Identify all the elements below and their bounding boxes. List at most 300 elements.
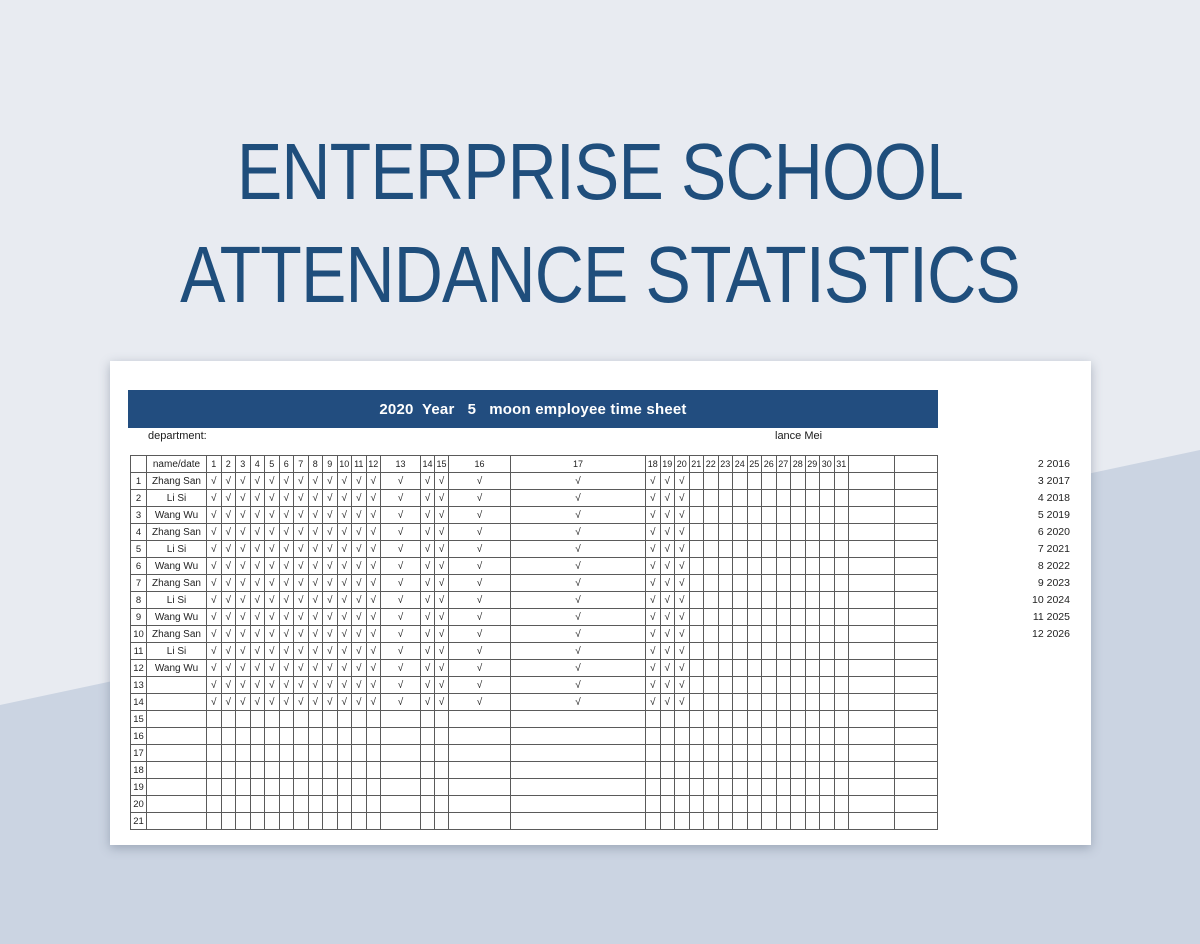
day-cell[interactable]: √: [660, 575, 675, 592]
day-cell[interactable]: [747, 711, 762, 728]
day-cell[interactable]: [791, 524, 806, 541]
day-cell[interactable]: [221, 745, 236, 762]
day-cell[interactable]: [805, 575, 820, 592]
day-cell[interactable]: √: [207, 558, 222, 575]
day-cell[interactable]: [337, 745, 352, 762]
name-cell[interactable]: [147, 694, 207, 711]
day-cell[interactable]: [279, 745, 294, 762]
day-cell[interactable]: √: [250, 490, 265, 507]
day-cell[interactable]: [221, 813, 236, 830]
day-cell[interactable]: [747, 762, 762, 779]
day-cell[interactable]: [689, 524, 704, 541]
day-cell[interactable]: √: [511, 677, 646, 694]
extra-cell[interactable]: [895, 558, 938, 575]
day-cell[interactable]: [805, 711, 820, 728]
day-cell[interactable]: [747, 677, 762, 694]
day-cell[interactable]: √: [323, 524, 338, 541]
day-cell[interactable]: √: [323, 609, 338, 626]
day-cell[interactable]: [381, 711, 421, 728]
day-cell[interactable]: [834, 745, 849, 762]
day-cell[interactable]: [294, 728, 309, 745]
day-cell[interactable]: √: [236, 643, 251, 660]
day-cell[interactable]: [308, 813, 323, 830]
name-cell[interactable]: Wang Wu: [147, 507, 207, 524]
day-cell[interactable]: √: [352, 626, 367, 643]
day-cell[interactable]: √: [675, 490, 690, 507]
day-cell[interactable]: [733, 507, 748, 524]
day-cell[interactable]: [733, 796, 748, 813]
day-cell[interactable]: √: [207, 660, 222, 677]
day-cell[interactable]: [207, 796, 222, 813]
day-cell[interactable]: [747, 490, 762, 507]
day-cell[interactable]: [834, 711, 849, 728]
day-cell[interactable]: √: [236, 473, 251, 490]
day-cell[interactable]: √: [675, 524, 690, 541]
day-cell[interactable]: [762, 541, 777, 558]
name-cell[interactable]: Wang Wu: [147, 609, 207, 626]
day-cell[interactable]: [689, 796, 704, 813]
day-cell[interactable]: √: [250, 694, 265, 711]
day-cell[interactable]: √: [221, 558, 236, 575]
day-cell[interactable]: √: [221, 473, 236, 490]
day-cell[interactable]: [294, 711, 309, 728]
day-cell[interactable]: √: [352, 660, 367, 677]
day-cell[interactable]: [805, 626, 820, 643]
extra-cell[interactable]: [895, 694, 938, 711]
extra-cell[interactable]: [849, 592, 895, 609]
day-cell[interactable]: [511, 813, 646, 830]
day-cell[interactable]: [820, 728, 835, 745]
day-cell[interactable]: [381, 813, 421, 830]
day-cell[interactable]: [791, 660, 806, 677]
day-cell[interactable]: √: [308, 473, 323, 490]
day-cell[interactable]: √: [449, 643, 511, 660]
day-cell[interactable]: √: [265, 524, 280, 541]
day-cell[interactable]: √: [352, 473, 367, 490]
day-cell[interactable]: √: [221, 609, 236, 626]
day-cell[interactable]: [747, 643, 762, 660]
day-cell[interactable]: √: [323, 694, 338, 711]
day-cell[interactable]: [791, 609, 806, 626]
day-cell[interactable]: [352, 728, 367, 745]
day-cell[interactable]: √: [279, 626, 294, 643]
day-cell[interactable]: [718, 592, 733, 609]
day-cell[interactable]: √: [207, 677, 222, 694]
day-cell[interactable]: √: [207, 609, 222, 626]
day-cell[interactable]: [834, 762, 849, 779]
day-cell[interactable]: [733, 711, 748, 728]
day-cell[interactable]: √: [250, 558, 265, 575]
day-cell[interactable]: [733, 762, 748, 779]
day-cell[interactable]: √: [352, 558, 367, 575]
day-cell[interactable]: √: [265, 694, 280, 711]
day-cell[interactable]: [820, 507, 835, 524]
day-cell[interactable]: √: [236, 558, 251, 575]
extra-cell[interactable]: [849, 813, 895, 830]
day-cell[interactable]: √: [308, 541, 323, 558]
day-cell[interactable]: √: [449, 541, 511, 558]
day-cell[interactable]: √: [236, 677, 251, 694]
day-cell[interactable]: √: [511, 643, 646, 660]
day-cell[interactable]: [733, 677, 748, 694]
day-cell[interactable]: [308, 728, 323, 745]
day-cell[interactable]: [323, 745, 338, 762]
day-cell[interactable]: [718, 626, 733, 643]
day-cell[interactable]: √: [323, 575, 338, 592]
day-cell[interactable]: [733, 813, 748, 830]
day-cell[interactable]: [250, 711, 265, 728]
day-cell[interactable]: [675, 796, 690, 813]
day-cell[interactable]: √: [366, 541, 381, 558]
day-cell[interactable]: √: [421, 643, 435, 660]
day-cell[interactable]: √: [236, 660, 251, 677]
day-cell[interactable]: √: [323, 490, 338, 507]
day-cell[interactable]: √: [207, 473, 222, 490]
extra-cell[interactable]: [895, 796, 938, 813]
extra-cell[interactable]: [895, 728, 938, 745]
day-cell[interactable]: [733, 779, 748, 796]
day-cell[interactable]: √: [660, 558, 675, 575]
day-cell[interactable]: √: [449, 592, 511, 609]
day-cell[interactable]: √: [323, 643, 338, 660]
day-cell[interactable]: √: [221, 490, 236, 507]
name-cell[interactable]: Wang Wu: [147, 558, 207, 575]
day-cell[interactable]: [834, 609, 849, 626]
day-cell[interactable]: [221, 762, 236, 779]
day-cell[interactable]: √: [308, 694, 323, 711]
day-cell[interactable]: [762, 473, 777, 490]
day-cell[interactable]: [250, 813, 265, 830]
day-cell[interactable]: √: [381, 626, 421, 643]
day-cell[interactable]: √: [337, 558, 352, 575]
extra-cell[interactable]: [849, 575, 895, 592]
day-cell[interactable]: [762, 779, 777, 796]
day-cell[interactable]: [236, 813, 251, 830]
day-cell[interactable]: [776, 507, 791, 524]
day-cell[interactable]: √: [294, 626, 309, 643]
day-cell[interactable]: √: [366, 592, 381, 609]
day-cell[interactable]: √: [421, 575, 435, 592]
day-cell[interactable]: √: [675, 558, 690, 575]
day-cell[interactable]: [704, 677, 719, 694]
day-cell[interactable]: √: [511, 609, 646, 626]
day-cell[interactable]: [689, 473, 704, 490]
day-cell[interactable]: √: [381, 558, 421, 575]
day-cell[interactable]: [791, 592, 806, 609]
day-cell[interactable]: √: [366, 507, 381, 524]
extra-cell[interactable]: [849, 728, 895, 745]
day-cell[interactable]: [689, 558, 704, 575]
day-cell[interactable]: [791, 643, 806, 660]
extra-cell[interactable]: [849, 660, 895, 677]
day-cell[interactable]: [279, 728, 294, 745]
day-cell[interactable]: [791, 779, 806, 796]
day-cell[interactable]: [718, 762, 733, 779]
day-cell[interactable]: [352, 779, 367, 796]
day-cell[interactable]: √: [675, 507, 690, 524]
day-cell[interactable]: [646, 813, 661, 830]
day-cell[interactable]: [834, 694, 849, 711]
day-cell[interactable]: √: [265, 592, 280, 609]
day-cell[interactable]: √: [646, 473, 661, 490]
day-cell[interactable]: [834, 660, 849, 677]
name-cell[interactable]: Li Si: [147, 541, 207, 558]
day-cell[interactable]: [704, 796, 719, 813]
day-cell[interactable]: [511, 745, 646, 762]
month-year-item[interactable]: 2 2016: [1037, 458, 1070, 470]
day-cell[interactable]: [762, 796, 777, 813]
day-cell[interactable]: [791, 677, 806, 694]
day-cell[interactable]: [449, 711, 511, 728]
day-cell[interactable]: √: [511, 507, 646, 524]
day-cell[interactable]: √: [366, 609, 381, 626]
day-cell[interactable]: [820, 575, 835, 592]
day-cell[interactable]: [294, 762, 309, 779]
day-cell[interactable]: √: [511, 694, 646, 711]
day-cell[interactable]: √: [421, 490, 435, 507]
day-cell[interactable]: [704, 762, 719, 779]
day-cell[interactable]: [646, 796, 661, 813]
day-cell[interactable]: √: [207, 626, 222, 643]
day-cell[interactable]: √: [207, 643, 222, 660]
day-cell[interactable]: √: [294, 575, 309, 592]
day-cell[interactable]: [762, 813, 777, 830]
day-cell[interactable]: √: [660, 694, 675, 711]
day-cell[interactable]: √: [250, 592, 265, 609]
day-cell[interactable]: [435, 779, 449, 796]
day-cell[interactable]: [675, 728, 690, 745]
day-cell[interactable]: [791, 711, 806, 728]
day-cell[interactable]: [689, 660, 704, 677]
day-cell[interactable]: [704, 507, 719, 524]
day-cell[interactable]: [294, 779, 309, 796]
day-cell[interactable]: [660, 762, 675, 779]
day-cell[interactable]: √: [236, 524, 251, 541]
day-cell[interactable]: [718, 473, 733, 490]
day-cell[interactable]: [294, 813, 309, 830]
day-cell[interactable]: [762, 558, 777, 575]
day-cell[interactable]: √: [221, 694, 236, 711]
day-cell[interactable]: [704, 643, 719, 660]
day-cell[interactable]: [762, 711, 777, 728]
day-cell[interactable]: [279, 813, 294, 830]
extra-cell[interactable]: [849, 694, 895, 711]
day-cell[interactable]: √: [675, 592, 690, 609]
day-cell[interactable]: √: [265, 575, 280, 592]
day-cell[interactable]: [366, 813, 381, 830]
day-cell[interactable]: [265, 711, 280, 728]
day-cell[interactable]: [704, 575, 719, 592]
day-cell[interactable]: [805, 473, 820, 490]
day-cell[interactable]: [718, 490, 733, 507]
day-cell[interactable]: √: [308, 609, 323, 626]
day-cell[interactable]: [834, 558, 849, 575]
name-cell[interactable]: Li Si: [147, 490, 207, 507]
day-cell[interactable]: √: [294, 609, 309, 626]
day-cell[interactable]: [820, 490, 835, 507]
day-cell[interactable]: √: [381, 660, 421, 677]
day-cell[interactable]: √: [511, 541, 646, 558]
day-cell[interactable]: [689, 490, 704, 507]
day-cell[interactable]: [366, 779, 381, 796]
day-cell[interactable]: [689, 762, 704, 779]
day-cell[interactable]: √: [294, 643, 309, 660]
day-cell[interactable]: [762, 728, 777, 745]
extra-cell[interactable]: [849, 524, 895, 541]
day-cell[interactable]: [733, 592, 748, 609]
day-cell[interactable]: √: [207, 524, 222, 541]
day-cell[interactable]: [250, 779, 265, 796]
day-cell[interactable]: [762, 592, 777, 609]
day-cell[interactable]: [308, 745, 323, 762]
day-cell[interactable]: √: [279, 677, 294, 694]
day-cell[interactable]: [265, 745, 280, 762]
day-cell[interactable]: √: [421, 541, 435, 558]
day-cell[interactable]: [762, 762, 777, 779]
day-cell[interactable]: [279, 796, 294, 813]
day-cell[interactable]: [646, 762, 661, 779]
day-cell[interactable]: [762, 677, 777, 694]
day-cell[interactable]: [704, 728, 719, 745]
day-cell[interactable]: √: [250, 643, 265, 660]
day-cell[interactable]: [733, 643, 748, 660]
day-cell[interactable]: [820, 524, 835, 541]
day-cell[interactable]: [820, 779, 835, 796]
day-cell[interactable]: √: [250, 575, 265, 592]
day-cell[interactable]: [733, 524, 748, 541]
day-cell[interactable]: √: [352, 575, 367, 592]
month-year-item[interactable]: 10 2024: [1032, 594, 1070, 606]
day-cell[interactable]: [733, 575, 748, 592]
day-cell[interactable]: [221, 728, 236, 745]
day-cell[interactable]: √: [435, 473, 449, 490]
day-cell[interactable]: √: [323, 541, 338, 558]
day-cell[interactable]: √: [265, 660, 280, 677]
day-cell[interactable]: √: [279, 609, 294, 626]
day-cell[interactable]: √: [381, 507, 421, 524]
day-cell[interactable]: [279, 762, 294, 779]
day-cell[interactable]: √: [646, 626, 661, 643]
day-cell[interactable]: [805, 694, 820, 711]
day-cell[interactable]: [337, 813, 352, 830]
day-cell[interactable]: [820, 762, 835, 779]
name-cell[interactable]: Li Si: [147, 592, 207, 609]
day-cell[interactable]: [776, 694, 791, 711]
day-cell[interactable]: [435, 813, 449, 830]
extra-cell[interactable]: [895, 575, 938, 592]
day-cell[interactable]: [776, 779, 791, 796]
day-cell[interactable]: [704, 524, 719, 541]
day-cell[interactable]: [421, 779, 435, 796]
day-cell[interactable]: [718, 575, 733, 592]
day-cell[interactable]: [323, 711, 338, 728]
extra-cell[interactable]: [895, 762, 938, 779]
day-cell[interactable]: [805, 558, 820, 575]
day-cell[interactable]: [221, 779, 236, 796]
day-cell[interactable]: √: [323, 626, 338, 643]
day-cell[interactable]: [747, 558, 762, 575]
day-cell[interactable]: √: [511, 473, 646, 490]
day-cell[interactable]: [776, 524, 791, 541]
day-cell[interactable]: √: [675, 575, 690, 592]
day-cell[interactable]: [747, 660, 762, 677]
day-cell[interactable]: √: [675, 660, 690, 677]
day-cell[interactable]: √: [279, 592, 294, 609]
extra-cell[interactable]: [849, 507, 895, 524]
day-cell[interactable]: √: [265, 558, 280, 575]
day-cell[interactable]: √: [294, 524, 309, 541]
day-cell[interactable]: [265, 813, 280, 830]
month-year-item[interactable]: 7 2021: [1037, 543, 1070, 555]
day-cell[interactable]: [805, 796, 820, 813]
day-cell[interactable]: √: [366, 694, 381, 711]
day-cell[interactable]: √: [221, 643, 236, 660]
day-cell[interactable]: √: [366, 660, 381, 677]
day-cell[interactable]: [381, 796, 421, 813]
day-cell[interactable]: √: [308, 677, 323, 694]
day-cell[interactable]: √: [675, 609, 690, 626]
extra-cell[interactable]: [849, 558, 895, 575]
day-cell[interactable]: √: [675, 643, 690, 660]
day-cell[interactable]: [675, 711, 690, 728]
day-cell[interactable]: [689, 779, 704, 796]
day-cell[interactable]: [236, 796, 251, 813]
day-cell[interactable]: [207, 813, 222, 830]
day-cell[interactable]: [776, 711, 791, 728]
day-cell[interactable]: [834, 813, 849, 830]
day-cell[interactable]: [221, 711, 236, 728]
day-cell[interactable]: [791, 796, 806, 813]
day-cell[interactable]: [820, 677, 835, 694]
day-cell[interactable]: [776, 745, 791, 762]
day-cell[interactable]: [805, 677, 820, 694]
day-cell[interactable]: [689, 626, 704, 643]
day-cell[interactable]: [675, 813, 690, 830]
day-cell[interactable]: √: [236, 490, 251, 507]
day-cell[interactable]: [834, 490, 849, 507]
day-cell[interactable]: √: [511, 524, 646, 541]
day-cell[interactable]: [820, 694, 835, 711]
day-cell[interactable]: [421, 745, 435, 762]
day-cell[interactable]: √: [236, 507, 251, 524]
day-cell[interactable]: [805, 762, 820, 779]
day-cell[interactable]: [762, 524, 777, 541]
day-cell[interactable]: [250, 762, 265, 779]
day-cell[interactable]: [675, 745, 690, 762]
name-cell[interactable]: [147, 677, 207, 694]
day-cell[interactable]: [689, 643, 704, 660]
day-cell[interactable]: √: [337, 541, 352, 558]
day-cell[interactable]: √: [221, 592, 236, 609]
day-cell[interactable]: [747, 626, 762, 643]
day-cell[interactable]: [747, 796, 762, 813]
extra-cell[interactable]: [849, 643, 895, 660]
day-cell[interactable]: [791, 473, 806, 490]
day-cell[interactable]: √: [675, 626, 690, 643]
day-cell[interactable]: [704, 660, 719, 677]
day-cell[interactable]: [689, 592, 704, 609]
day-cell[interactable]: √: [279, 558, 294, 575]
day-cell[interactable]: [207, 762, 222, 779]
day-cell[interactable]: [646, 711, 661, 728]
day-cell[interactable]: [323, 779, 338, 796]
day-cell[interactable]: √: [207, 507, 222, 524]
day-cell[interactable]: [834, 643, 849, 660]
day-cell[interactable]: √: [421, 609, 435, 626]
name-cell[interactable]: Wang Wu: [147, 660, 207, 677]
day-cell[interactable]: √: [265, 626, 280, 643]
day-cell[interactable]: √: [265, 507, 280, 524]
